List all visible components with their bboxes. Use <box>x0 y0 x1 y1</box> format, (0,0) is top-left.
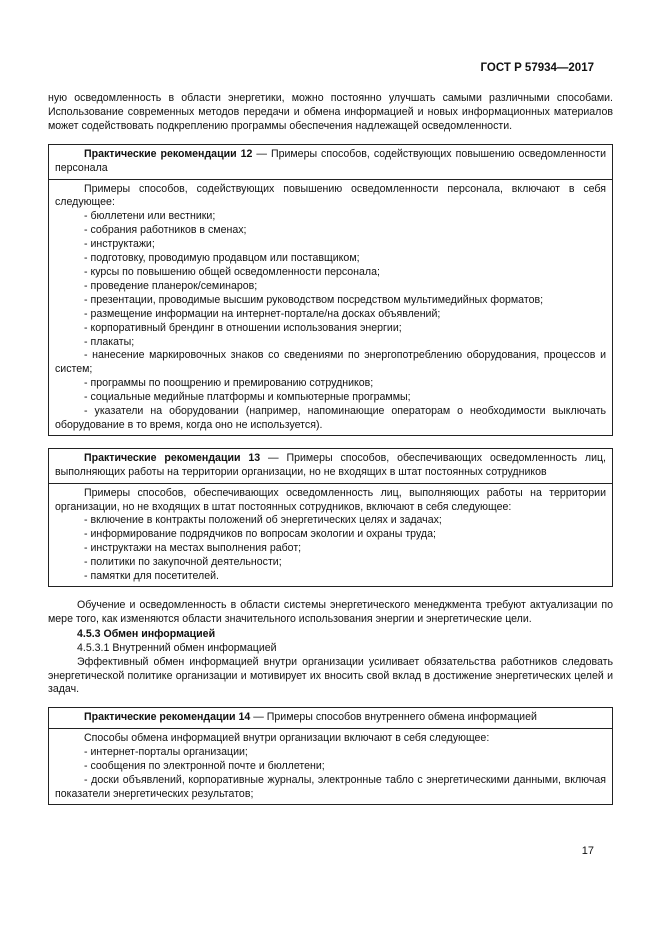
list-item: - информирование подрядчиков по вопросам экологии и охраны труда; <box>84 528 436 541</box>
recommendation-12-header <box>49 145 612 180</box>
recommendation-13-subtitle: — Примеры способов, обеспечивающих осведомленность лиц, выполняющих работы на территории организации, но не входящих в штат постоянных сотрудников <box>55 451 606 478</box>
recommendation-13-body <box>49 484 612 586</box>
document-code: ГОСТ Р 57934—2017 <box>480 62 594 74</box>
list-item: - политики по закупочной деятельности; <box>84 556 282 569</box>
recommendation-14-subtitle: — Примеры способов внутреннего обмена информацией <box>250 711 537 724</box>
recommendation-13-list <box>55 514 606 584</box>
list-item: - проведение планерок/семинаров; <box>84 279 258 292</box>
list-item: - нанесение маркировочных знаков со сведениями по энергопотреблению оборудования, процессов и систем; <box>55 349 606 376</box>
recommendation-14-intro: Способы обмена информацией внутри организации включают в себя следующее: <box>84 732 490 745</box>
recommendation-13-title: Практические рекомендации 13 <box>84 451 261 464</box>
recommendation-14-title: Практические рекомендации 14 <box>84 711 251 724</box>
list-item: - социальные медийные платформы и компьютерные программы; <box>84 391 411 404</box>
list-item: - размещение информации на интернет-портале/на досках объявлений; <box>84 307 441 320</box>
list-item: - инструктажи; <box>84 238 155 251</box>
list-item: - интернет-порталы организации; <box>84 746 248 759</box>
recommendation-14-body <box>49 729 612 804</box>
list-item: - собрания работников в сменах; <box>84 224 247 237</box>
recommendation-14-box <box>48 707 613 804</box>
recommendation-12-subtitle: — Примеры способов, содействующих повышению осведомленности персонала <box>55 147 606 174</box>
recommendation-12-box <box>48 144 613 436</box>
training-paragraph: Обучение и осведомленность в области системы энергетического менеджмента требуют актуализации по мере того, как изменяются области значительного использования энергии и энергетические цели. <box>48 599 613 625</box>
recommendation-12-body <box>49 180 612 435</box>
page-content <box>48 92 613 817</box>
list-item: - сообщения по электронной почте и бюллетени; <box>84 760 325 773</box>
recommendation-12-list <box>55 210 606 433</box>
page-number: 17 <box>581 845 594 857</box>
section-subheading: 4.5.3.1 Внутренний обмен информацией <box>77 641 277 654</box>
list-item: - памятки для посетителей. <box>84 570 219 583</box>
recommendation-14-header <box>49 708 612 729</box>
section-heading: 4.5.3 Обмен информацией <box>77 627 216 640</box>
recommendation-13-header <box>49 449 612 484</box>
list-item: - корпоративный брендинг в отношении использования энергии; <box>84 321 402 334</box>
list-item: - плакаты; <box>84 335 135 348</box>
recommendation-13-intro: Примеры способов, обеспечивающих осведомленность лиц, выполняющих работы на территории организации, но не входящих в штат постоянных сотрудников, включают в себя следующее: <box>55 486 606 513</box>
list-item: - подготовку, проводимую продавцом или поставщиком; <box>84 252 360 265</box>
section-paragraph: Эффективный обмен информацией внутри организации усиливает обязательства работников следовать энергетической политике организации и мотивирует их вносить свой вклад в достижение энергетических целей и задач. <box>48 655 613 696</box>
list-item: - указатели на оборудовании (например, напоминающие операторам о необходимости выключать оборудование в то время, когда оно не используется). <box>55 405 606 431</box>
recommendation-14-list <box>55 746 606 802</box>
list-item: - презентации, проводимые высшим руководством посредством мультимедийных форматов; <box>84 293 544 306</box>
recommendation-12-intro: Примеры способов, содействующих повышению осведомленности персонала, включают в себя следующее: <box>55 182 606 209</box>
list-item: - включение в контракты положений об энергетических целях и задачах; <box>84 514 442 527</box>
intro-paragraph: ную осведомленность в области энергетики, можно постоянно улучшать самыми различными способами. Использование современных методов передачи и обмена информацией и новых информационных материалов может содействовать подкреплению программы обеспечения надлежащей осведомленности. <box>48 92 613 132</box>
recommendation-12-title: Практические рекомендации 12 <box>84 147 253 160</box>
list-item: - инструктажи на местах выполнения работ; <box>84 542 302 555</box>
recommendation-13-box <box>48 448 613 587</box>
list-item: - бюллетени или вестники; <box>84 210 216 223</box>
list-item: - программы по поощрению и премированию сотрудников; <box>84 377 374 390</box>
list-item: - доски объявлений, корпоративные журналы, электронные табло с энергетическими данными, включая показатели энергетических результатов; <box>55 773 606 800</box>
list-item: - курсы по повышению общей осведомленности персонала; <box>84 265 380 278</box>
